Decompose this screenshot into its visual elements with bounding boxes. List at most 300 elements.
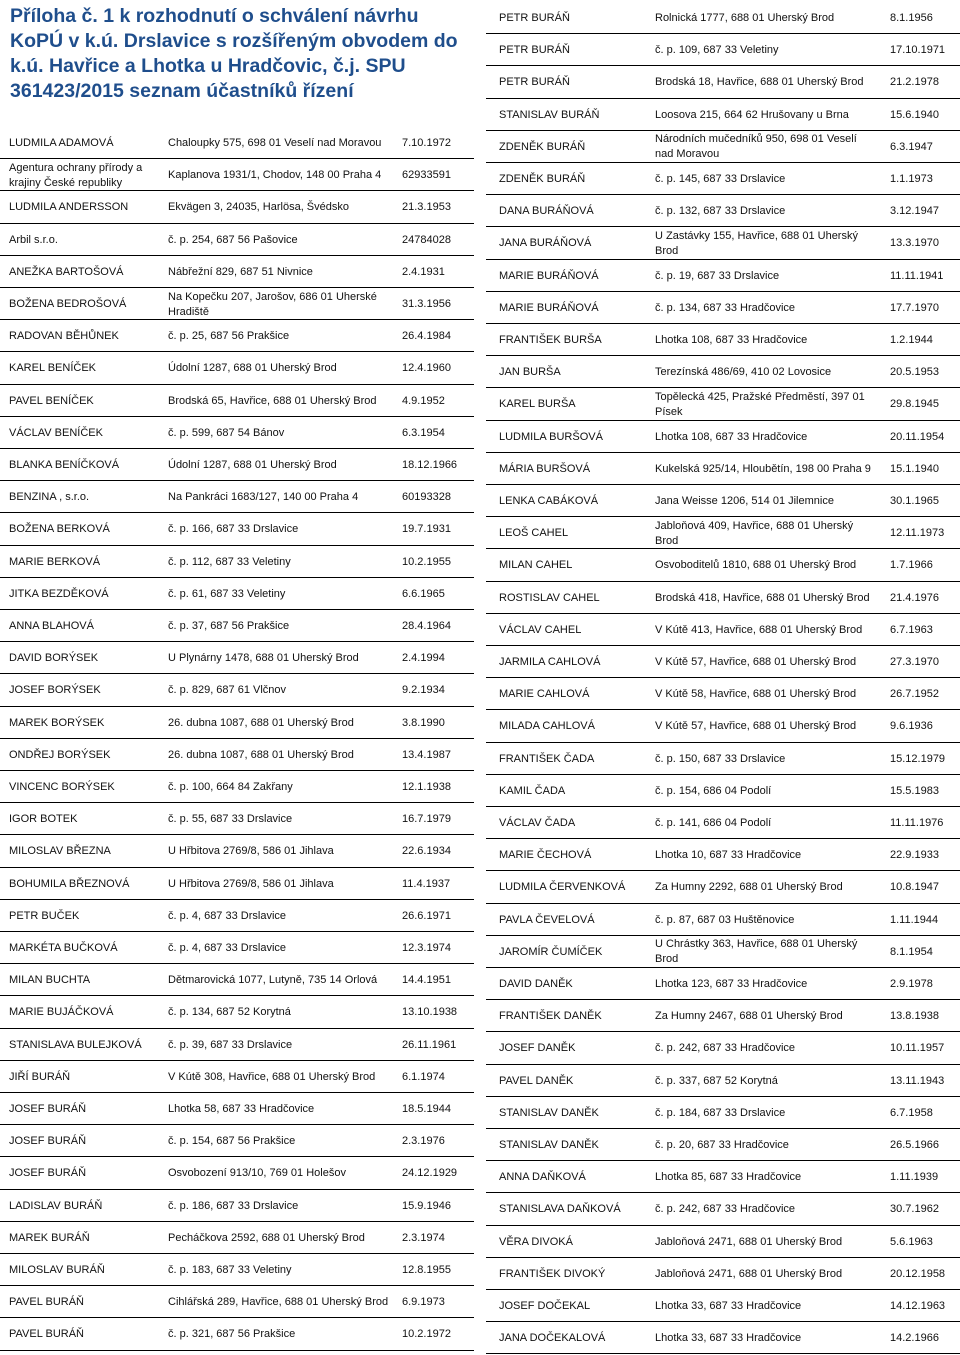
participant-address: č. p. 154, 686 04 Podolí: [655, 784, 772, 797]
participant-address: Chaloupky 575, 698 01 Veselí nad Moravou: [168, 137, 382, 150]
participant-address: č. p. 20, 687 33 Hradčovice: [655, 1139, 789, 1152]
table-row: [486, 455, 960, 485]
participant-dob-or-id: 13.11.1943: [890, 1074, 945, 1087]
participant-address: č. p. 321, 687 56 Prakšice: [168, 1328, 296, 1341]
table-row: [486, 712, 960, 742]
participant-name: DANA BURÁŇOVÁ: [499, 205, 594, 218]
participant-address: Lhotka 33, 687 33 Hradčovice: [655, 1332, 802, 1345]
participant-address: Lhotka 108, 687 33 Hradčovice: [655, 334, 808, 347]
participant-name: ZDENĚK BURÁŇ: [499, 140, 586, 153]
participant-address: Brodská 65, Havřice, 688 01 Uherský Brod: [168, 394, 377, 407]
participant-dob-or-id: 12.1.1938: [402, 781, 451, 794]
participant-dob-or-id: 16.7.1979: [402, 813, 451, 826]
participant-name: MARIE CAHLOVÁ: [499, 688, 590, 701]
participant-name: BENZINA , s.r.o.: [9, 491, 90, 504]
participant-address: Nábřežní 829, 687 51 Nivnice: [168, 265, 313, 278]
table-row: [486, 1292, 960, 1322]
participant-name: FRANTIŠEK BURŠA: [499, 334, 602, 347]
participant-name: JOSEF BURÁŇ: [9, 1103, 87, 1116]
participant-address: Brodská 18, Havřice, 688 01 Uherský Brod: [655, 76, 864, 89]
participant-name: STANISLAV DANĚK: [499, 1139, 599, 1152]
participant-dob-or-id: 18.12.1966: [402, 459, 458, 472]
participant-dob-or-id: 17.10.1971: [890, 44, 946, 57]
participant-dob-or-id: 11.11.1941: [890, 269, 944, 282]
participant-address: Osvobození 913/10, 769 01 Holešov: [168, 1167, 346, 1180]
participant-address: Lhotka 10, 687 33 Hradčovice: [655, 849, 802, 862]
participant-address: č. p. 166, 687 33 Drslavice: [168, 523, 299, 536]
participant-dob-or-id: 26.11.1961: [402, 1038, 457, 1051]
table-row: [0, 966, 474, 996]
participant-address: Lhotka 108, 687 33 Hradčovice: [655, 430, 808, 443]
table-row: [0, 1288, 474, 1318]
participant-address: Jabloňová 2471, 688 01 Uherský Brod: [655, 1267, 843, 1280]
table-row: [0, 258, 474, 288]
participant-dob-or-id: 3.12.1947: [890, 205, 939, 218]
table-row: [0, 451, 474, 481]
participant-name: MILAN BUCHTA: [9, 974, 91, 987]
table-row: [486, 777, 960, 807]
participant-dob-or-id: 7.10.1972: [402, 137, 451, 150]
table-row: [0, 290, 474, 320]
participant-dob-or-id: 6.6.1965: [402, 587, 445, 600]
participant-dob-or-id: 12.8.1955: [402, 1264, 451, 1277]
participant-name: KAMIL ČADA: [499, 784, 566, 797]
participant-address: Národních mučedníků 950, 698 01 Veselí nad Moravou: [655, 133, 857, 161]
participant-name: PETR BURÁŇ: [499, 76, 570, 89]
table-row: [0, 580, 474, 610]
participant-name: ANNA BLAHOVÁ: [9, 620, 94, 633]
participant-dob-or-id: 6.1.1974: [402, 1070, 445, 1083]
participant-dob-or-id: 13.8.1938: [890, 1010, 939, 1023]
participant-dob-or-id: 12.4.1960: [402, 362, 451, 375]
participant-address: č. p. 829, 687 61 Vlčnov: [168, 684, 287, 697]
table-row: [0, 419, 474, 449]
table-row: [0, 612, 474, 642]
participant-address: Kaplanova 1931/1, Chodov, 148 00 Praha 4: [168, 169, 382, 182]
table-row: [486, 1099, 960, 1129]
table-row: [486, 1002, 960, 1032]
participant-address: č. p. 55, 687 33 Drslavice: [168, 813, 293, 826]
participant-name: JITKA BEZDĚKOVÁ: [9, 587, 109, 600]
participant-address: Loosova 215, 664 62 Hrušovany u Brna: [655, 108, 849, 121]
participant-address: č. p. 154, 687 56 Prakšice: [168, 1135, 296, 1148]
table-row: [486, 1034, 960, 1064]
participant-dob-or-id: 15.5.1983: [890, 784, 939, 797]
participant-dob-or-id: 27.3.1970: [890, 656, 939, 669]
participant-address: č. p. 184, 687 33 Drslavice: [655, 1106, 786, 1119]
participant-dob-or-id: 2.4.1931: [402, 265, 445, 278]
participant-dob-or-id: 9.6.1936: [890, 720, 933, 733]
table-row: [0, 805, 474, 835]
table-row: [486, 4, 960, 34]
participant-address: Brodská 418, Havřice, 688 01 Uherský Brod: [655, 591, 870, 604]
participant-address: U Zastávky 155, Havřice, 688 01 Uherský Brod: [655, 229, 858, 257]
participant-name: VĚRA DIVOKÁ: [499, 1235, 573, 1248]
participant-dob-or-id: 15.1.1940: [890, 462, 939, 475]
participant-name: JOSEF BURÁŇ: [9, 1167, 87, 1180]
participant-address: Lhotka 58, 687 33 Hradčovice: [168, 1103, 315, 1116]
participant-name: KAREL BURŠA: [499, 398, 576, 411]
participant-dob-or-id: 26.6.1971: [402, 909, 451, 922]
participant-name: STANISLAVA BULEJKOVÁ: [9, 1038, 142, 1051]
participant-address: Jabloňová 2471, 688 01 Uherský Brod: [655, 1235, 843, 1248]
participant-name: FRANTIŠEK DIVOKÝ: [499, 1267, 606, 1280]
participant-dob-or-id: 3.8.1990: [402, 716, 445, 729]
participant-dob-or-id: 62933591: [402, 169, 451, 182]
participant-dob-or-id: 6.3.1947: [890, 140, 933, 153]
participant-address: Ekvägen 3, 24035, Harlösa, Švédsko: [168, 201, 350, 214]
participant-dob-or-id: 1.11.1939: [890, 1171, 939, 1184]
participant-address: Údolní 1287, 688 01 Uherský Brod: [168, 459, 337, 472]
table-row: [0, 387, 474, 417]
table-row: [0, 998, 474, 1028]
table-row: [486, 262, 960, 292]
table-row: [486, 519, 960, 549]
participant-dob-or-id: 2.3.1974: [402, 1231, 445, 1244]
participant-name: JARMILA CAHLOVÁ: [499, 656, 601, 669]
participant-address: č. p. 186, 687 33 Drslavice: [168, 1199, 299, 1212]
table-row: [0, 1031, 474, 1061]
table-row: [486, 809, 960, 839]
participant-dob-or-id: 14.4.1951: [402, 974, 451, 987]
participant-dob-or-id: 10.2.1972: [402, 1328, 451, 1341]
participant-dob-or-id: 8.1.1956: [890, 12, 933, 25]
table-row: [0, 902, 474, 932]
participant-name: DAVID DANĚK: [499, 978, 573, 991]
participant-name: VÁCLAV BENÍČEK: [9, 426, 103, 439]
participant-dob-or-id: 10.11.1957: [890, 1042, 945, 1055]
participant-address: č. p. 39, 687 33 Drslavice: [168, 1038, 293, 1051]
participant-name: RADOVAN BĚHŮNEK: [9, 330, 119, 343]
participant-name: IGOR BOTEK: [9, 813, 78, 826]
participant-name: STANISLAVA DAŇKOVÁ: [499, 1203, 621, 1216]
participant-name: MARIE BUJÁČKOVÁ: [9, 1006, 114, 1019]
participant-name: KAREL BENÍČEK: [9, 362, 97, 375]
table-row: [486, 551, 960, 581]
participant-address: č. p. 4, 687 33 Drslavice: [168, 909, 287, 922]
participant-name: STANISLAV DANĚK: [499, 1106, 599, 1119]
participant-dob-or-id: 4.9.1952: [402, 394, 445, 407]
table-row: [0, 1095, 474, 1125]
participant-address: č. p. 145, 687 33 Drslavice: [655, 173, 786, 186]
participant-name: ROSTISLAV CAHEL: [499, 591, 600, 604]
participant-address: Za Humny 2467, 688 01 Uherský Brod: [655, 1010, 843, 1023]
participant-address: č. p. 87, 687 03 Huštěnovice: [655, 913, 795, 926]
table-row: [0, 483, 474, 513]
participant-address: Na Pankráci 1683/127, 140 00 Praha 4: [168, 491, 359, 504]
table-row: [486, 197, 960, 227]
participant-dob-or-id: 2.9.1978: [890, 978, 933, 991]
participant-name: FRANTIŠEK DANĚK: [499, 1010, 602, 1023]
participant-dob-or-id: 15.12.1979: [890, 752, 946, 765]
participant-name: PAVEL BURÁŇ: [9, 1328, 84, 1341]
participant-name: PAVEL BENÍČEK: [9, 394, 94, 407]
participant-name: Agentura ochrany přírody a krajiny České republiky: [9, 161, 143, 189]
participant-name: BLANKA BENÍČKOVÁ: [9, 459, 120, 472]
participant-dob-or-id: 9.2.1934: [402, 684, 445, 697]
participant-name: STANISLAV BURÁŇ: [499, 108, 600, 121]
table-row: [486, 584, 960, 614]
participant-dob-or-id: 1.2.1944: [890, 334, 933, 347]
participant-dob-or-id: 19.7.1931: [402, 523, 451, 536]
participant-dob-or-id: 10.2.1955: [402, 555, 451, 568]
participant-dob-or-id: 15.6.1940: [890, 108, 939, 121]
participant-name: MARIE BURÁŇOVÁ: [499, 269, 599, 282]
participant-dob-or-id: 15.9.1946: [402, 1199, 451, 1212]
table-row: [0, 741, 474, 771]
participant-dob-or-id: 20.12.1958: [890, 1267, 946, 1280]
participant-address: č. p. 25, 687 56 Prakšice: [168, 330, 290, 343]
participant-name: JAROMÍR ČUMÍČEK: [499, 945, 603, 958]
table-row: [0, 1256, 474, 1286]
participant-address: Jana Weisse 1206, 514 01 Jilemnice: [655, 495, 834, 508]
participant-name: JOSEF BORÝSEK: [9, 684, 101, 697]
table-row: [0, 354, 474, 384]
table-row: [486, 101, 960, 131]
participant-name: BOHUMILA BŘEZNOVÁ: [9, 877, 130, 890]
participant-name: BOŽENA BEDROŠOVÁ: [9, 298, 127, 311]
participant-address: č. p. 61, 687 33 Veletiny: [168, 587, 286, 600]
participant-address: č. p. 337, 687 52 Korytná: [655, 1074, 778, 1087]
table-row: [0, 1320, 474, 1350]
participant-name: MAREK BURÁŇ: [9, 1231, 90, 1244]
participant-dob-or-id: 14.12.1963: [890, 1300, 946, 1313]
participant-name: ANNA DAŇKOVÁ: [499, 1171, 586, 1184]
table-row: [0, 870, 474, 900]
participant-name: ONDŘEJ BORÝSEK: [9, 748, 111, 761]
table-row: [0, 193, 474, 223]
participant-dob-or-id: 29.8.1945: [890, 398, 939, 411]
participant-address: č. p. 599, 687 54 Bánov: [168, 426, 285, 439]
participant-dob-or-id: 1.11.1944: [890, 913, 939, 926]
participant-address: č. p. 37, 687 56 Prakšice: [168, 620, 290, 633]
participant-name: LUDMILA ANDERSSON: [9, 201, 129, 214]
participant-address: č. p. 4, 687 33 Drslavice: [168, 942, 287, 955]
table-row: [0, 1224, 474, 1254]
participant-address: U Hřbitova 2769/8, 586 01 Jihlava: [168, 877, 334, 890]
table-row: [0, 129, 474, 159]
participant-address: č. p. 112, 687 33 Veletiny: [168, 555, 291, 568]
table-row: [486, 358, 960, 388]
participant-address: 26. dubna 1087, 688 01 Uherský Brod: [168, 716, 354, 729]
participant-name: MARIE ČECHOVÁ: [499, 849, 592, 862]
participant-address: U Hřbitova 2769/8, 586 01 Jihlava: [168, 845, 334, 858]
participant-name: JOSEF DANĚK: [499, 1042, 576, 1055]
participant-address: Jabloňová 409, Havřice, 688 01 Uherský Brod: [655, 519, 854, 547]
participant-name: JOSEF DOČEKAL: [499, 1300, 591, 1313]
participant-address: Za Humny 2292, 688 01 Uherský Brod: [655, 881, 843, 894]
participant-name: JOSEF BURÁŇ: [9, 1135, 87, 1148]
participant-address: č. p. 242, 687 33 Hradčovice: [655, 1042, 796, 1055]
participant-dob-or-id: 1.1.1973: [890, 173, 933, 186]
participant-name: LUDMILA ČERVENKOVÁ: [499, 881, 626, 894]
participant-address: Kukelská 925/14, Hloubětín, 198 00 Praha 9: [655, 462, 871, 475]
participant-address: V Kútě 57, Havřice, 688 01 Uherský Brod: [655, 656, 857, 669]
participant-dob-or-id: 5.6.1963: [890, 1235, 933, 1248]
participant-dob-or-id: 2.4.1994: [402, 652, 445, 665]
table-row: [486, 1195, 960, 1225]
participant-name: LUDMILA ADAMOVÁ: [9, 137, 114, 150]
table-row: [486, 229, 960, 259]
table-row: [486, 1228, 960, 1258]
participant-dob-or-id: 30.1.1965: [890, 495, 939, 508]
participant-address: U Chrástky 363, Havřice, 688 01 Uherský Brod: [655, 938, 858, 966]
participant-address: Lhotka 85, 687 33 Hradčovice: [655, 1171, 802, 1184]
table-row: [0, 1192, 474, 1222]
participant-address: Topělecká 425, Pražské Předměstí, 397 01 Písek: [655, 390, 865, 418]
table-row: [0, 1159, 474, 1189]
participant-name: VÁCLAV CAHEL: [499, 623, 582, 636]
participant-address: č. p. 134, 687 33 Hradčovice: [655, 301, 796, 314]
participant-address: č. p. 242, 687 33 Hradčovice: [655, 1203, 796, 1216]
participant-address: Pecháčkova 2592, 688 01 Uherský Brod: [168, 1231, 365, 1244]
participant-dob-or-id: 17.7.1970: [890, 301, 939, 314]
table-row: [486, 938, 960, 968]
participant-address: Cihlářská 289, Havřice, 688 01 Uherský Brod: [168, 1296, 389, 1309]
table-row: [0, 676, 474, 706]
participant-dob-or-id: 10.8.1947: [890, 881, 939, 894]
participant-address: U Plynárny 1478, 688 01 Uherský Brod: [168, 652, 359, 665]
participant-address: č. p. 19, 687 33 Drslavice: [655, 269, 780, 282]
participant-dob-or-id: 21.2.1978: [890, 76, 939, 89]
participant-name: MILAN CAHEL: [499, 559, 573, 572]
participant-name: JANA DOČEKALOVÁ: [499, 1332, 606, 1345]
table-row: [486, 1260, 960, 1290]
participant-name: LEOŠ CAHEL: [499, 527, 569, 540]
participant-address: č. p. 141, 686 04 Podolí: [655, 817, 772, 830]
table-row: [486, 1131, 960, 1161]
table-row: [0, 548, 474, 578]
table-row: [486, 970, 960, 1000]
table-row: [486, 68, 960, 98]
table-row: [0, 161, 474, 191]
participant-address: č. p. 150, 687 33 Drslavice: [655, 752, 786, 765]
participant-dob-or-id: 8.1.1954: [890, 945, 933, 958]
participant-dob-or-id: 18.5.1944: [402, 1103, 451, 1116]
table-row: [486, 1324, 960, 1354]
participant-name: MILOSLAV BŘEZNA: [9, 845, 111, 858]
participant-name: JANA BURÁŇOVÁ: [499, 237, 592, 250]
table-row: [486, 745, 960, 775]
participant-dob-or-id: 13.10.1938: [402, 1006, 458, 1019]
participant-dob-or-id: 30.7.1962: [890, 1203, 939, 1216]
participant-address: 26. dubna 1087, 688 01 Uherský Brod: [168, 748, 354, 761]
participant-name: ZDENĚK BURÁŇ: [499, 173, 586, 186]
participant-address: V Kútě 57, Havřice, 688 01 Uherský Brod: [655, 720, 857, 733]
participant-name: PETR BURÁŇ: [499, 44, 570, 57]
participant-name: ANEŽKA BARTOŠOVÁ: [9, 265, 124, 278]
table-row: [0, 515, 474, 545]
table-row: [486, 1067, 960, 1097]
table-row: [0, 1063, 474, 1093]
participant-dob-or-id: 6.7.1963: [890, 623, 933, 636]
participant-address: č. p. 134, 687 52 Korytná: [168, 1006, 291, 1019]
participant-dob-or-id: 1.7.1966: [890, 559, 933, 572]
table-row: [486, 1163, 960, 1193]
participant-dob-or-id: 20.11.1954: [890, 430, 945, 443]
participant-dob-or-id: 22.9.1933: [890, 849, 939, 862]
table-row: [486, 873, 960, 903]
participant-dob-or-id: 13.3.1970: [890, 237, 939, 250]
table-row: [486, 906, 960, 936]
table-row: [486, 648, 960, 678]
participant-address: Lhotka 33, 687 33 Hradčovice: [655, 1300, 802, 1313]
participant-dob-or-id: 2.3.1976: [402, 1135, 445, 1148]
participant-dob-or-id: 6.9.1973: [402, 1296, 445, 1309]
participant-name: MARIE BERKOVÁ: [9, 555, 101, 568]
table-row: [0, 934, 474, 964]
table-row: [0, 226, 474, 256]
participant-name: VÁCLAV ČADA: [499, 817, 576, 830]
participant-dob-or-id: 26.5.1966: [890, 1139, 939, 1152]
participant-name: MILOSLAV BURÁŇ: [9, 1264, 105, 1277]
participant-name: BOŽENA BERKOVÁ: [9, 523, 110, 536]
participant-name: PAVEL DANĚK: [499, 1074, 574, 1087]
participant-dob-or-id: 31.3.1956: [402, 298, 451, 311]
table-row: [486, 423, 960, 453]
table-row: [0, 773, 474, 803]
participant-dob-or-id: 12.3.1974: [402, 942, 451, 955]
participant-address: č. p. 109, 687 33 Veletiny: [655, 44, 779, 57]
participant-address: Osvoboditelů 1810, 688 01 Uherský Brod: [655, 559, 857, 572]
participant-name: MILADA CAHLOVÁ: [499, 720, 595, 733]
participant-dob-or-id: 26.4.1984: [402, 330, 451, 343]
participant-address: č. p. 100, 664 84 Zakřany: [168, 781, 293, 794]
participant-name: LADISLAV BURÁŇ: [9, 1199, 103, 1212]
participant-address: Dětmarovická 1077, Lutyně, 735 14 Orlová: [168, 974, 378, 987]
participant-name: MARIE BURÁŇOVÁ: [499, 301, 599, 314]
table-row: [486, 487, 960, 517]
participant-address: V Kútě 58, Havřice, 688 01 Uherský Brod: [655, 688, 857, 701]
participant-name: Arbil s.r.o.: [9, 233, 58, 246]
table-row: [486, 294, 960, 324]
participant-dob-or-id: 22.6.1934: [402, 845, 451, 858]
participant-dob-or-id: 26.7.1952: [890, 688, 939, 701]
participant-address: V Kútě 413, Havřice, 688 01 Uherský Brod: [655, 623, 863, 636]
participant-address: č. p. 183, 687 33 Veletiny: [168, 1264, 292, 1277]
participant-dob-or-id: 6.7.1958: [890, 1106, 933, 1119]
participant-name: JIŘÍ BURÁŇ: [9, 1070, 71, 1083]
participant-name: PETR BURÁŇ: [499, 12, 570, 25]
participant-name: VINCENC BORÝSEK: [9, 781, 115, 794]
participant-address: Terezínská 486/69, 410 02 Lovosice: [655, 366, 832, 379]
participant-dob-or-id: 24784028: [402, 233, 451, 246]
participant-dob-or-id: 6.3.1954: [402, 426, 445, 439]
participant-address: Údolní 1287, 688 01 Uherský Brod: [168, 362, 337, 375]
participant-address: Na Kopečku 207, Jarošov, 686 01 Uherské Hradiště: [168, 290, 377, 318]
table-row: [486, 841, 960, 871]
participant-name: FRANTIŠEK ČADA: [499, 752, 595, 765]
participant-dob-or-id: 60193328: [402, 491, 451, 504]
participant-dob-or-id: 14.2.1966: [890, 1332, 939, 1345]
participant-dob-or-id: 24.12.1929: [402, 1167, 458, 1180]
participant-address: č. p. 132, 687 33 Drslavice: [655, 205, 786, 218]
table-row: [0, 709, 474, 739]
participant-dob-or-id: 20.5.1953: [890, 366, 939, 379]
participant-address: Lhotka 123, 687 33 Hradčovice: [655, 978, 808, 991]
participant-name: PAVLA ČEVELOVÁ: [499, 913, 595, 926]
table-row: [486, 390, 960, 420]
participant-dob-or-id: 13.4.1987: [402, 748, 451, 761]
participant-name: LENKA CABÁKOVÁ: [499, 495, 599, 508]
participant-address: Rolnická 1777, 688 01 Uherský Brod: [655, 12, 835, 25]
participant-dob-or-id: 11.4.1937: [402, 877, 451, 890]
participant-dob-or-id: 28.4.1964: [402, 620, 451, 633]
participant-name: LUDMILA BURŠOVÁ: [499, 430, 603, 443]
participant-name: MARKÉTA BUČKOVÁ: [9, 942, 118, 955]
participant-address: č. p. 254, 687 56 Pašovice: [168, 233, 298, 246]
participant-name: DAVID BORÝSEK: [9, 652, 99, 665]
